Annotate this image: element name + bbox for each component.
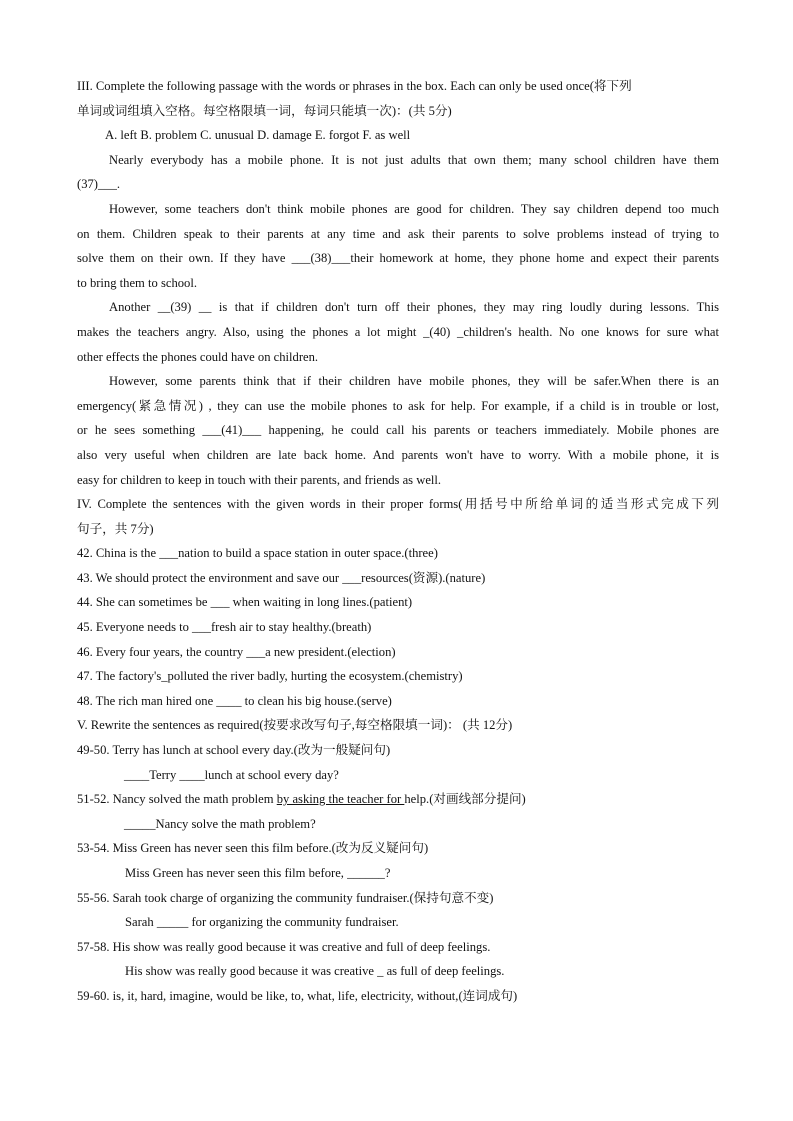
answer-53-54: Miss Green has never seen this film before, ______? xyxy=(125,866,391,880)
answer-49-50: ____Terry ____lunch at school every day? xyxy=(124,767,339,782)
underlined-phrase: by asking the teacher for xyxy=(276,792,405,807)
question-item: 47. The factory's_polluted the river badly, hurting the ecosystem.(chemistry) xyxy=(77,669,463,684)
passage-line: However, some teachers don't think mobile phones are good for children. They say children depend too much xyxy=(109,201,719,216)
passage-line: Another __(39) __ is that if children don't turn off their phones, they may ring loudly during lessons. This xyxy=(109,300,719,315)
passage-line: emergency(紧急情况) , they can use the mobile phones to ask for help. For example, if a child is in trouble or lost, xyxy=(77,398,719,413)
question-item: 43. We should protect the environment and save our ___resources(资源).(nature) xyxy=(77,570,486,585)
question-item: 42. China is the ___nation to build a space station in outer space.(three) xyxy=(77,546,438,561)
section-3-heading-cont: 单词或词组填入空格。每空格限填一词，每词只能填一次)：(共 5分) xyxy=(77,103,452,118)
question-51-52-start: 51-52. Nancy solved the math problem xyxy=(77,792,277,807)
passage-line: other effects the phones could have on children. xyxy=(77,349,319,364)
answer-51-52: _____Nancy solve the math problem? xyxy=(124,816,316,831)
section-4-heading-cont: 句子，共 7分) xyxy=(77,521,154,536)
question-49-50: 49-50. Terry has lunch at school every day.(改为一般疑问句) xyxy=(77,743,391,758)
section-3-heading: III. Complete the following passage with the words or phrases in the box. Each can only be used once(将下列 xyxy=(77,79,632,93)
question-item: 48. The rich man hired one ____ to clean his big house.(serve) xyxy=(77,693,392,708)
passage-line: on them. Children speak to their parents at any time and ask their parents to solve problems instead of trying to xyxy=(77,226,719,241)
question-55-56: 55-56. Sarah took charge of organizing the community fundraiser.(保持句意不变) xyxy=(77,890,494,905)
passage-line: Nearly everybody has a mobile phone. It is not just adults that own them; many school children have them xyxy=(109,152,719,167)
passage-line: However, some parents think that if their children have mobile phones, they will be safer.When there is an xyxy=(109,374,719,389)
word-box-options: A. left B. problem C. unusual D. damage E. forgot F. as well xyxy=(105,128,411,143)
worksheet-page xyxy=(77,74,719,1009)
question-51-52-end: help.(对画线部分提问) xyxy=(404,792,526,807)
question-item: 45. Everyone needs to ___fresh air to stay healthy.(breath) xyxy=(77,620,372,635)
passage-line: easy for children to keep in touch with their parents, and friends as well. xyxy=(77,472,442,487)
passage-line: also very useful when children are late back home. And parents won't have to worry. With a mobile phone, it is xyxy=(77,447,719,462)
question-51-52 xyxy=(77,787,719,812)
question-59-60: 59-60. is, it, hard, imagine, would be like, to, what, life, electricity, without,(连词成句) xyxy=(77,988,518,1003)
question-item: 46. Every four years, the country ___a new president.(election) xyxy=(77,644,396,659)
answer-57-58: His show was really good because it was creative _ as full of deep feelings. xyxy=(125,964,505,979)
passage-line: makes the teachers angry. Also, using the phones a lot might _(40) _children's health. No one knows for sure what xyxy=(77,324,719,339)
passage-line: to bring them to school. xyxy=(77,275,197,290)
question-57-58: 57-58. His show was really good because it was creative and full of deep feelings. xyxy=(77,939,491,954)
section-5-heading: V. Rewrite the sentences as required(按要求改写句子,每空格限填一词)： (共 12分) xyxy=(77,718,513,733)
passage-line: or he sees something ___(41)___ happening, he could call his parents or teachers immediately. Mobile phones are xyxy=(77,423,719,438)
passage-line: (37)___. xyxy=(77,177,121,192)
question-item: 44. She can sometimes be ___ when waiting in long lines.(patient) xyxy=(77,595,413,610)
answer-55-56: Sarah _____ for organizing the community fundraiser. xyxy=(125,915,399,930)
section-4-heading: IV. Complete the sentences with the given words in their proper forms(用括号中所给单词的适当形式完成下列 xyxy=(77,497,719,512)
question-53-54: 53-54. Miss Green has never seen this film before.(改为反义疑问句) xyxy=(77,841,429,856)
passage-line: solve them on their own. If they have ___(38)___their homework at home, they phone home and expect their parents xyxy=(77,251,719,266)
